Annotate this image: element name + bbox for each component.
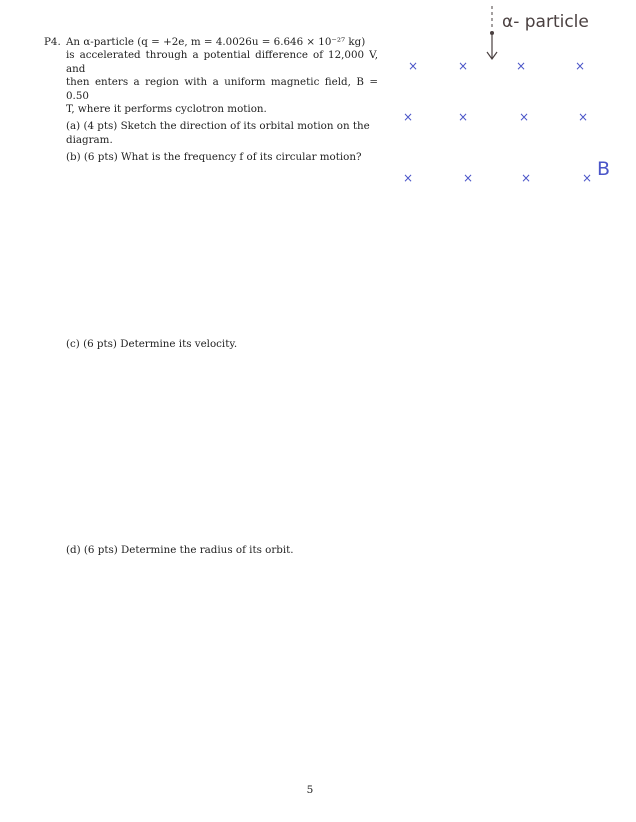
field-into-page-mark: ×	[402, 171, 414, 185]
part-b: (b) (6 pts) What is the frequency f of its circular motion?	[66, 151, 362, 164]
field-label: B	[597, 158, 611, 180]
field-into-page-mark: ×	[402, 110, 414, 124]
statement-line: T, where it performs cyclotron motion.	[66, 103, 267, 116]
field-into-page-mark: ×	[407, 59, 419, 73]
field-marks	[403, 59, 592, 185]
field-into-page-mark: ×	[457, 110, 469, 124]
statement-line: An α-particle (q = +2e, m = 4.0026u = 6.646 × 10⁻²⁷ kg)	[66, 36, 366, 48]
field-into-page-mark: ×	[518, 110, 530, 124]
field-into-page-mark: ×	[515, 59, 527, 73]
field-into-page-mark: ×	[462, 171, 474, 185]
part-a-line: (a) (4 pts) Sketch the direction of its orbital motion on the	[66, 120, 370, 133]
particle-dot	[490, 31, 494, 35]
statement-line: is accelerated through a potential difference of 12,000 V, and	[66, 49, 378, 75]
field-into-page-mark: ×	[577, 110, 589, 124]
field-into-page-mark: ×	[457, 59, 469, 73]
page-number: 5	[306, 784, 314, 796]
part-a-line: diagram.	[66, 133, 113, 146]
statement-line: then enters a region with a uniform magnetic field, B = 0.50	[66, 76, 378, 102]
particle-label: α- particle	[502, 12, 589, 32]
field-into-page-mark: ×	[581, 171, 593, 185]
part-d: (d) (6 pts) Determine the radius of its orbit.	[66, 544, 294, 556]
field-into-page-mark: ×	[574, 59, 586, 73]
problem-label: P4.	[44, 36, 61, 48]
field-into-page-mark: ×	[520, 171, 532, 185]
part-c: (c) (6 pts) Determine its velocity.	[66, 338, 238, 350]
